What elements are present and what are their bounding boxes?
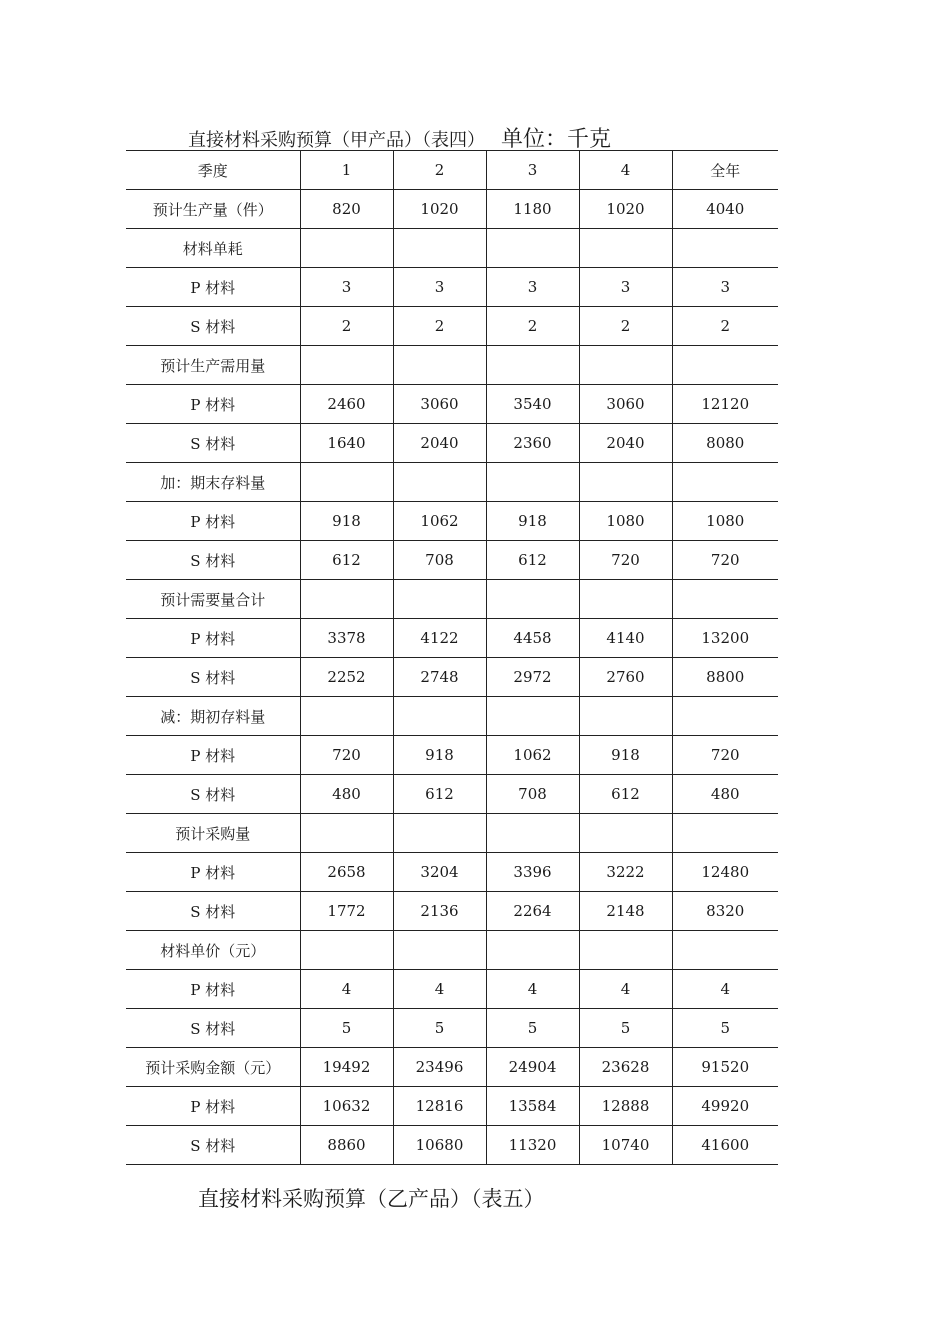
row-label-cell: P 材料 — [126, 736, 300, 775]
table-cell: 612 — [393, 775, 486, 814]
table-cell: 13200 — [672, 619, 778, 658]
table-cell: 2040 — [393, 424, 486, 463]
table-cell: 480 — [300, 775, 393, 814]
row-label-cell: P 材料 — [126, 1087, 300, 1126]
table-cell: 612 — [579, 775, 672, 814]
table-row — [126, 190, 778, 229]
table-row — [126, 502, 778, 541]
table-cell: 2252 — [300, 658, 393, 697]
table-row — [126, 1009, 778, 1048]
row-label-cell: S 材料 — [126, 307, 300, 346]
table-cell — [300, 814, 393, 853]
table-cell — [486, 697, 579, 736]
table-cell: 4 — [300, 970, 393, 1009]
table-cell: 820 — [300, 190, 393, 229]
header-cell-quarter: 季度 — [126, 151, 300, 190]
header-cell-q3: 3 — [486, 151, 579, 190]
table-cell: 3540 — [486, 385, 579, 424]
table-cell: 11320 — [486, 1126, 579, 1165]
table-cell: 23628 — [579, 1048, 672, 1087]
table-cell: 1640 — [300, 424, 393, 463]
row-label-cell: 预计生产量（件） — [126, 190, 300, 229]
table-cell: 720 — [300, 736, 393, 775]
row-label-cell: P 材料 — [126, 268, 300, 307]
table-cell — [672, 346, 778, 385]
row-label-cell: S 材料 — [126, 1009, 300, 1048]
table-cell: 480 — [672, 775, 778, 814]
table-cell — [672, 697, 778, 736]
table-cell: 91520 — [672, 1048, 778, 1087]
table-cell — [579, 580, 672, 619]
table-cell — [672, 814, 778, 853]
table-cell: 2148 — [579, 892, 672, 931]
table-cell: 1772 — [300, 892, 393, 931]
table-row — [126, 697, 778, 736]
table-cell — [579, 229, 672, 268]
table-cell: 5 — [579, 1009, 672, 1048]
table-cell: 5 — [393, 1009, 486, 1048]
table-cell: 2264 — [486, 892, 579, 931]
table-cell: 3060 — [579, 385, 672, 424]
table-cell: 1080 — [579, 502, 672, 541]
table-cell — [393, 814, 486, 853]
table-cell: 12816 — [393, 1087, 486, 1126]
table-row — [126, 619, 778, 658]
table-cell: 612 — [486, 541, 579, 580]
table-cell: 3 — [579, 268, 672, 307]
table-cell: 3 — [672, 268, 778, 307]
row-label-cell: 减：期初存料量 — [126, 697, 300, 736]
table-body — [126, 151, 778, 1165]
table-row — [126, 580, 778, 619]
header-cell-year: 全年 — [672, 151, 778, 190]
table-cell: 2040 — [579, 424, 672, 463]
table-cell: 2760 — [579, 658, 672, 697]
row-label-cell: 预计生产需用量 — [126, 346, 300, 385]
row-label-cell: 预计需要量合计 — [126, 580, 300, 619]
table-cell: 1080 — [672, 502, 778, 541]
table-cell: 8320 — [672, 892, 778, 931]
table-title-5: 直接材料采购预算（乙产品）（表五） — [198, 1187, 545, 1211]
row-label-cell: S 材料 — [126, 775, 300, 814]
table-cell: 4 — [486, 970, 579, 1009]
table-cell — [300, 697, 393, 736]
table-cell — [486, 814, 579, 853]
table-cell — [486, 463, 579, 502]
row-label-cell: P 材料 — [126, 502, 300, 541]
table-cell: 13584 — [486, 1087, 579, 1126]
table-cell: 708 — [486, 775, 579, 814]
table-title-4-text: 直接材料采购预算（甲产品）（表四） — [188, 130, 485, 151]
table-cell: 8860 — [300, 1126, 393, 1165]
table-cell — [672, 580, 778, 619]
table-row — [126, 775, 778, 814]
table-cell: 5 — [300, 1009, 393, 1048]
table-row — [126, 931, 778, 970]
table-cell — [579, 814, 672, 853]
table-cell — [300, 463, 393, 502]
table-cell: 708 — [393, 541, 486, 580]
table-cell: 918 — [486, 502, 579, 541]
table-row — [126, 424, 778, 463]
table-cell — [300, 580, 393, 619]
table-cell: 2 — [672, 307, 778, 346]
table-row — [126, 892, 778, 931]
table-cell — [393, 229, 486, 268]
table-row — [126, 307, 778, 346]
table-cell: 4040 — [672, 190, 778, 229]
table-cell: 3 — [486, 268, 579, 307]
row-label-cell: 加：期末存料量 — [126, 463, 300, 502]
table-cell: 4 — [672, 970, 778, 1009]
table-cell: 12480 — [672, 853, 778, 892]
table-cell — [300, 229, 393, 268]
table-cell: 2 — [486, 307, 579, 346]
table-row — [126, 346, 778, 385]
table-cell: 2360 — [486, 424, 579, 463]
table-cell: 8080 — [672, 424, 778, 463]
table-cell — [300, 931, 393, 970]
table-cell: 3 — [393, 268, 486, 307]
table-cell: 10632 — [300, 1087, 393, 1126]
table-cell: 1180 — [486, 190, 579, 229]
row-label-cell: S 材料 — [126, 892, 300, 931]
row-label-cell: 材料单耗 — [126, 229, 300, 268]
table-cell: 918 — [300, 502, 393, 541]
header-cell-q4: 4 — [579, 151, 672, 190]
table-cell: 3204 — [393, 853, 486, 892]
table-cell: 1020 — [393, 190, 486, 229]
header-cell-q2: 2 — [393, 151, 486, 190]
table-cell: 49920 — [672, 1087, 778, 1126]
table-cell — [672, 931, 778, 970]
table-cell — [672, 463, 778, 502]
table-cell: 10680 — [393, 1126, 486, 1165]
table-cell: 12888 — [579, 1087, 672, 1126]
table-cell: 4122 — [393, 619, 486, 658]
table-cell: 2 — [393, 307, 486, 346]
table-cell: 3378 — [300, 619, 393, 658]
table-row — [126, 1126, 778, 1165]
table-title-4 — [188, 122, 611, 153]
table-row — [126, 814, 778, 853]
table-row — [126, 853, 778, 892]
row-label-cell: 材料单价（元） — [126, 931, 300, 970]
table-cell: 10740 — [579, 1126, 672, 1165]
table-row — [126, 541, 778, 580]
row-label-cell: 预计采购金额（元） — [126, 1048, 300, 1087]
table-cell — [300, 346, 393, 385]
row-label-cell: P 材料 — [126, 970, 300, 1009]
table-row — [126, 268, 778, 307]
row-label-cell: 预计采购量 — [126, 814, 300, 853]
table-row — [126, 1087, 778, 1126]
table-cell — [672, 229, 778, 268]
table-cell: 2 — [579, 307, 672, 346]
table-row — [126, 229, 778, 268]
table-cell — [393, 346, 486, 385]
table-cell: 5 — [486, 1009, 579, 1048]
table-cell: 918 — [393, 736, 486, 775]
row-label-cell: S 材料 — [126, 424, 300, 463]
table-cell: 2658 — [300, 853, 393, 892]
table-cell — [393, 931, 486, 970]
table-cell: 24904 — [486, 1048, 579, 1087]
table-cell: 612 — [300, 541, 393, 580]
table-cell — [579, 463, 672, 502]
table-cell: 2 — [300, 307, 393, 346]
table-cell — [486, 931, 579, 970]
row-label-cell: P 材料 — [126, 385, 300, 424]
unit-label: 单位：千克 — [501, 127, 612, 152]
table-cell: 3396 — [486, 853, 579, 892]
table-cell: 720 — [672, 736, 778, 775]
table-cell: 3060 — [393, 385, 486, 424]
table-cell: 720 — [579, 541, 672, 580]
table-cell: 2748 — [393, 658, 486, 697]
table-cell: 41600 — [672, 1126, 778, 1165]
table-cell: 4 — [393, 970, 486, 1009]
table-cell — [486, 229, 579, 268]
table-cell: 19492 — [300, 1048, 393, 1087]
header-cell-q1: 1 — [300, 151, 393, 190]
row-label-cell: S 材料 — [126, 541, 300, 580]
table-cell: 4140 — [579, 619, 672, 658]
table-row — [126, 463, 778, 502]
table-cell — [393, 463, 486, 502]
table-cell: 23496 — [393, 1048, 486, 1087]
table-cell: 8800 — [672, 658, 778, 697]
table-header-row — [126, 151, 778, 190]
table-cell — [579, 697, 672, 736]
table-cell: 4 — [579, 970, 672, 1009]
table-cell — [486, 580, 579, 619]
table-cell: 2136 — [393, 892, 486, 931]
table-cell: 5 — [672, 1009, 778, 1048]
table-cell: 1020 — [579, 190, 672, 229]
table-row — [126, 736, 778, 775]
material-purchase-budget-table — [126, 150, 778, 1165]
table-row — [126, 658, 778, 697]
table-cell: 4458 — [486, 619, 579, 658]
row-label-cell: P 材料 — [126, 853, 300, 892]
row-label-cell: P 材料 — [126, 619, 300, 658]
table-cell: 3222 — [579, 853, 672, 892]
table-cell: 2972 — [486, 658, 579, 697]
table-cell — [393, 697, 486, 736]
table-row — [126, 970, 778, 1009]
table-row — [126, 1048, 778, 1087]
row-label-cell: S 材料 — [126, 1126, 300, 1165]
table-cell: 12120 — [672, 385, 778, 424]
table-cell: 3 — [300, 268, 393, 307]
table-cell: 1062 — [486, 736, 579, 775]
table-cell: 720 — [672, 541, 778, 580]
table-cell — [486, 346, 579, 385]
table-cell: 2460 — [300, 385, 393, 424]
table-cell: 1062 — [393, 502, 486, 541]
table-cell — [579, 931, 672, 970]
row-label-cell: S 材料 — [126, 658, 300, 697]
table-cell: 918 — [579, 736, 672, 775]
table-cell — [579, 346, 672, 385]
table-row — [126, 385, 778, 424]
table-cell — [393, 580, 486, 619]
